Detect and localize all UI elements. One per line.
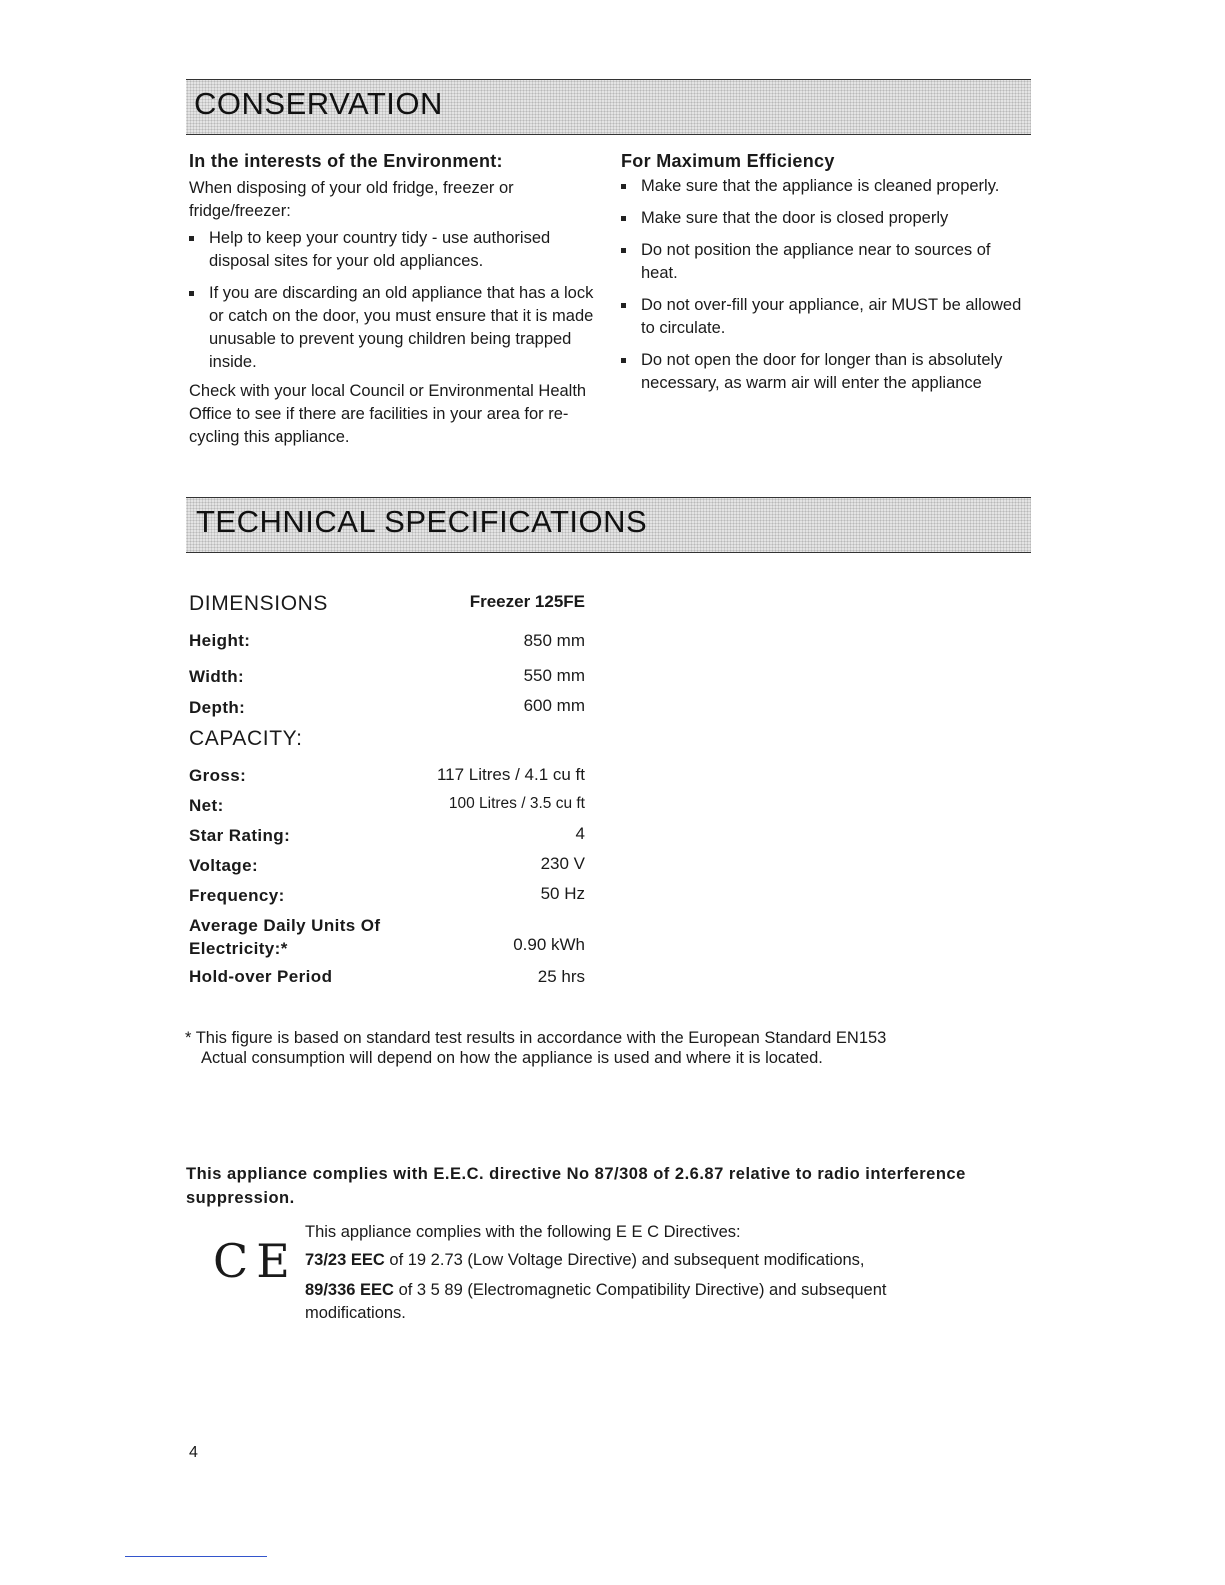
spec-value-voltage: 230 V [540,854,585,873]
radio-compliance-line-2: suppression. [186,1189,295,1207]
spec-value-star-rating: 4 [575,824,585,843]
spec-label-daily-units: Average Daily Units Of Electricity:* [189,916,381,958]
spec-label-height: Height: [189,631,251,650]
spec-value-gross: 117 Litres / 4.1 cu ft [436,765,585,784]
environment-closing: Check with your local Council or Environmental Health Office to see if there are facilities in your area for re-cycling this appliance. [189,382,587,446]
directive-2 [305,1279,886,1302]
spec-value-depth: 600 mm [523,696,585,715]
specs-title: TECHNICAL SPECIFICATIONS [196,504,648,539]
conservation-title: CONSERVATION [194,86,443,121]
list-item: Help to keep your country tidy - use authorised disposal sites for your old appliances. [189,227,604,273]
spec-value-frequency: 50 Hz [540,884,585,903]
spec-label-star-rating: Star Rating: [189,826,291,845]
directive-2-text: of 3 5 89 (Electromagnetic Compatibility Directive) and subsequent [393,1281,887,1299]
spec-value-net: 100 Litres / 3.5 cu ft [448,795,585,812]
list-item: Make sure that the appliance is cleaned properly. [621,175,1031,198]
footnote-line-2: Actual consumption will depend on how the appliance is used and where it is located. [201,1049,823,1067]
dimensions-heading: DIMENSIONS [189,592,329,615]
bullet-icon [621,216,626,221]
bullet-icon [621,184,626,189]
ce-mark-icon: CE [213,1234,298,1288]
bullet-icon [621,358,626,363]
conservation-banner [186,79,1031,135]
model-name: Freezer 125FE [469,592,585,611]
footer-rule [125,1556,267,1557]
efficiency-bullet-list [621,175,1031,404]
footnote-line-1: * This figure is based on standard test results in accordance with the European Standard EN153 [185,1029,887,1047]
spec-value-height: 850 mm [523,631,585,650]
spec-label-frequency: Frequency: [189,886,285,905]
capacity-heading: CAPACITY: [189,727,303,750]
spec-value-daily-units: 0.90 kWh [513,935,585,954]
directive-1-text: of 19 2.73 (Low Voltage Directive) and subsequent modifications, [384,1251,865,1269]
bullet-icon [621,248,626,253]
directive-2-code: 89/336 EEC [305,1281,394,1299]
page-number: 4 [189,1444,198,1461]
directive-1-code: 73/23 EEC [305,1251,385,1269]
spec-label-hold-over: Hold-over Period [189,967,333,986]
efficiency-heading: For Maximum Efficiency [621,151,835,171]
directive-2-continued: modifications. [305,1304,406,1322]
spec-label-gross: Gross: [189,766,247,785]
environment-intro: When disposing of your old fridge, freezer or fridge/freezer: [189,179,514,220]
list-item: Do not position the appliance near to sources of heat. [621,239,1031,285]
list-item: If you are discarding an old appliance that has a lock or catch on the door, you must ensure that it is made unusable to prevent young children being trapped inside. [189,282,604,374]
specs-banner [186,497,1031,553]
bullet-icon [621,303,626,308]
spec-label-width: Width: [189,667,245,686]
environment-bullet-list [189,227,604,383]
list-item: Make sure that the door is closed properly [621,207,1031,230]
spec-label-net: Net: [189,796,224,815]
spec-label-depth: Depth: [189,698,246,717]
spec-value-hold-over: 25 hrs [537,967,585,986]
bullet-icon [189,291,194,296]
spec-label-voltage: Voltage: [189,856,259,875]
list-item: Do not open the door for longer than is absolutely necessary, as warm air will enter the appliance [621,349,1031,395]
radio-compliance-line-1: This appliance complies with E.E.C. directive No 87/308 of 2.6.87 relative to radio interference [186,1165,966,1183]
directive-1 [305,1249,865,1272]
list-item: Do not over-fill your appliance, air MUST be allowed to circulate. [621,294,1031,340]
directives-intro: This appliance complies with the following E E C Directives: [305,1223,741,1241]
spec-value-width: 550 mm [523,666,585,685]
bullet-icon [189,236,194,241]
environment-heading: In the interests of the Environment: [189,151,503,171]
